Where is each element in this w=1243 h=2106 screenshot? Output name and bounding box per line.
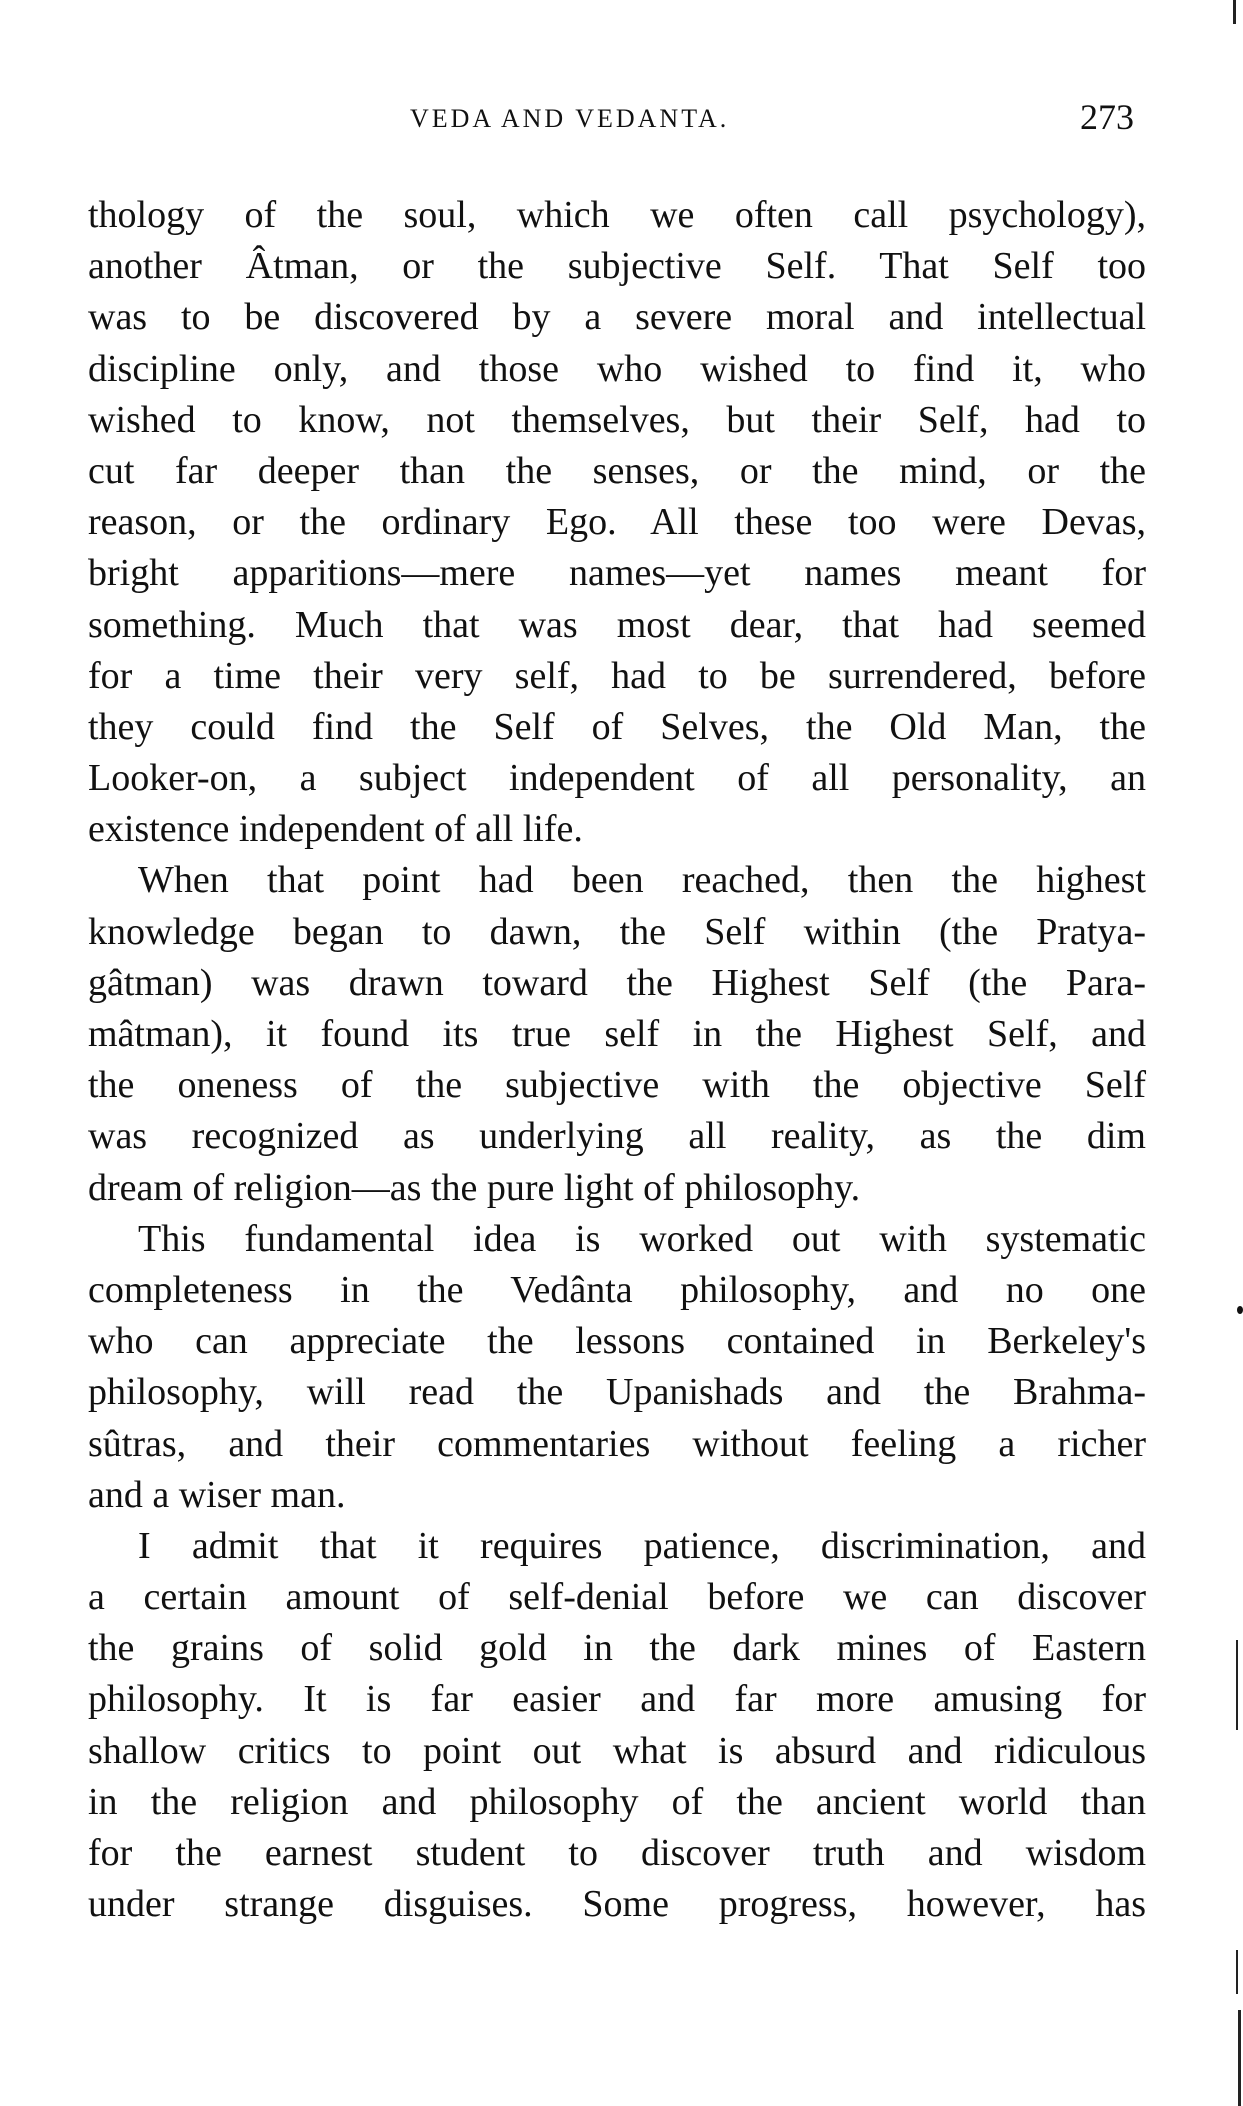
text-line: discipline only, and those who wished to find it, who — [88, 347, 1146, 390]
text-line: I admit that it requires patience, discrimination, and — [138, 1524, 1146, 1567]
text-line: was recognized as underlying all reality, as the dim — [88, 1115, 1146, 1158]
paragraph-3 — [88, 1214, 1146, 1521]
text-line: the oneness of the subjective with the objective Self — [88, 1064, 1146, 1107]
header-title: VEDA AND VEDANTA. — [410, 104, 730, 133]
text-line: for the earnest student to discover truth and wisdom — [88, 1832, 1146, 1874]
text-line: gâtman) was drawn toward the Highest Self (the Para- — [88, 961, 1146, 1004]
body-text — [88, 190, 1146, 1930]
text-line: Looker-on, a subject independent of all personality, an — [88, 757, 1146, 800]
paragraph-2 — [88, 855, 1146, 1213]
text-line: the grains of solid gold in the dark mines of Eastern — [88, 1627, 1146, 1670]
text-line: mâtman), it found its true self in the Highest Self, and — [88, 1013, 1146, 1055]
text-line: under strange disguises. Some progress, however, has — [88, 1883, 1146, 1926]
text-line: a certain amount of self-denial before we can discover — [88, 1576, 1146, 1619]
text-line: When that point had been reached, then the highest — [138, 859, 1146, 902]
text-line: who can appreciate the lessons contained in Berkeley's — [88, 1320, 1146, 1363]
running-head — [0, 96, 1243, 136]
text-line: reason, or the ordinary Ego. All these too were Devas, — [88, 501, 1146, 544]
scan-edge-mark — [1233, 0, 1236, 24]
text-line: in the religion and philosophy of the ancient world than — [88, 1780, 1146, 1823]
text-line: shallow critics to point out what is absurd and ridiculous — [88, 1729, 1146, 1772]
text-line: they could find the Self of Selves, the Old Man, the — [88, 705, 1146, 748]
scan-edge-mark — [1238, 2010, 1241, 2106]
text-line: another Âtman, or the subjective Self. That Self too — [88, 245, 1146, 288]
text-line: This fundamental idea is worked out with systematic — [138, 1217, 1146, 1260]
text-line: philosophy. It is far easier and far more amusing for — [88, 1678, 1146, 1721]
scan-edge-mark — [1236, 1950, 1238, 1994]
text-line: was to be discovered by a severe moral and intellectual — [88, 296, 1146, 339]
paragraph-4 — [88, 1521, 1146, 1931]
scan-edge-mark — [1236, 1640, 1238, 1730]
scan-dot-mark — [1237, 1306, 1243, 1314]
text-line: and a wiser man. — [88, 1473, 346, 1516]
text-line: cut far deeper than the senses, or the mind, or the — [88, 449, 1146, 492]
text-line: dream of religion—as the pure light of philosophy. — [88, 1166, 861, 1209]
text-line: bright apparitions—mere names—yet names meant for — [88, 552, 1146, 595]
text-line: something. Much that was most dear, that had seemed — [88, 603, 1146, 646]
text-line: for a time their very self, had to be surrendered, before — [88, 654, 1146, 697]
text-line: knowledge began to dawn, the Self within (the Pratya- — [88, 910, 1146, 953]
text-line: wished to know, not themselves, but their Self, had to — [88, 398, 1146, 441]
text-line: philosophy, will read the Upanishads and the Brahma- — [88, 1371, 1146, 1414]
text-line: sûtras, and their commentaries without feeling a richer — [88, 1422, 1146, 1465]
page-number: 273 — [1080, 97, 1134, 137]
text-line: existence independent of all life. — [88, 808, 583, 851]
text-line: thology of the soul, which we often call psychology), — [88, 194, 1146, 236]
paragraph-1 — [88, 190, 1146, 855]
text-line: completeness in the Vedânta philosophy, and no one — [88, 1268, 1146, 1311]
